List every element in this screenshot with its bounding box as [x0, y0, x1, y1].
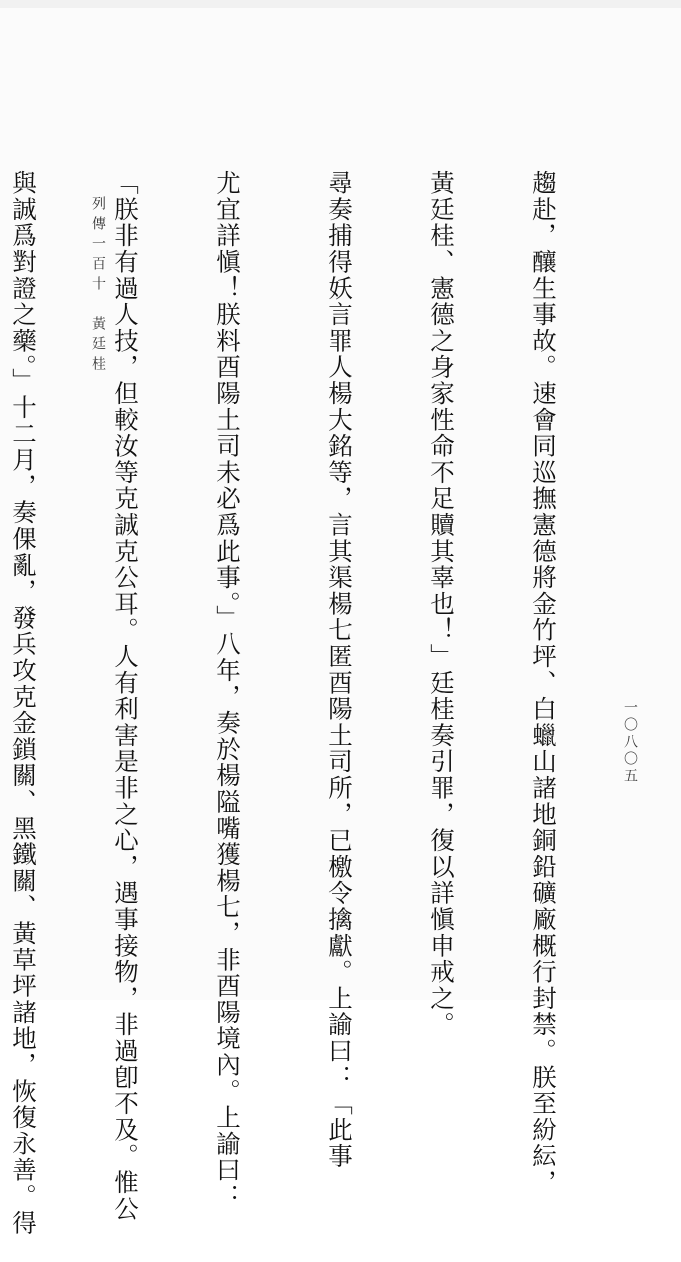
- text-column: 趨赴，釀生事故。速會同巡撫憲德將金竹坪、白蠟山諸地銅鉛礦廠概行封禁。朕至紛紜，: [529, 170, 558, 1196]
- running-header: 列傳一百十 黃廷桂: [90, 196, 106, 376]
- text-column: 與誠爲對證之藥。」十二月，奏倮亂，發兵攻克金鎖關、黑鐵關、黃草坪諸地，恢復永善。得: [9, 170, 38, 1237]
- text-column: 黃廷桂、憲德之身家性命不足贖其辜也！」廷桂奏引罪，復以詳愼申戒之。: [427, 170, 456, 1038]
- text-column: 「朕非有過人技，但較汝等克誠克公耳。人有利害是非之心，遇事接物，非過卽不及。惟公: [111, 170, 140, 1222]
- text-column: 尋奏捕得妖言罪人楊大銘等，言其渠楊七匿酉陽土司所，已檄令擒獻。上諭曰：「此事: [325, 170, 354, 1170]
- page-number: 一〇八〇五: [622, 700, 638, 785]
- text-column: 尤宜詳愼！朕料酉陽土司未必爲此事。」八年，奏於楊隘嘴獲楊七，非酉陽境內。上諭曰：: [213, 170, 242, 1210]
- page-top-edge: [0, 0, 681, 8]
